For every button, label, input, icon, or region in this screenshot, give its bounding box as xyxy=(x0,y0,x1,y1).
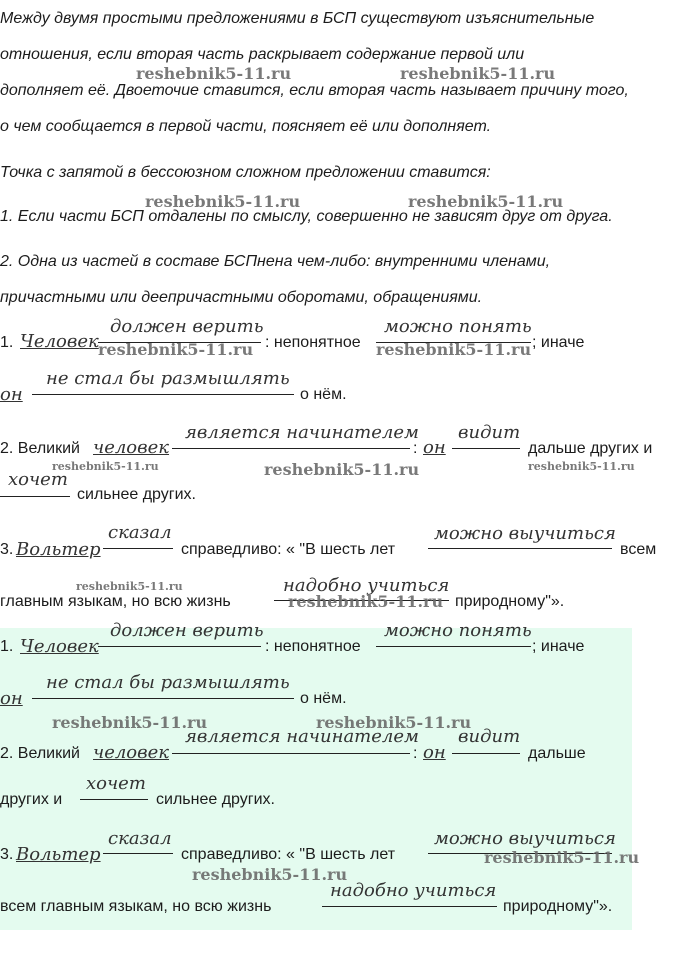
predicate-line xyxy=(32,394,294,395)
ex3-mid: справедливо: « "В шесть лет xyxy=(181,846,396,863)
ex2-predicate: является начинателем xyxy=(185,422,419,443)
ex2-colon: : xyxy=(413,440,418,457)
paragraph-line: Между двумя простыми предложениями в БСП существуют изъяснительные xyxy=(0,10,595,27)
ex1-mid: : непонятное xyxy=(265,334,361,351)
paragraph-line: Точка с запятой в бессоюзном сложном предложении ставится: xyxy=(0,164,491,181)
watermark: reshebnik5-11.ru xyxy=(136,64,292,83)
predicate-line xyxy=(452,753,520,754)
ex3-subject: Вольтер xyxy=(16,844,101,865)
ex3-predicate: сказал xyxy=(108,828,172,849)
predicate-line xyxy=(172,448,410,449)
ex1-subject: Человек xyxy=(20,636,99,657)
ex2-predicate2: видит xyxy=(458,726,521,747)
ex2-colon: : xyxy=(413,745,418,762)
ex1-predicate2: можно понять xyxy=(384,620,532,641)
paragraph-line: отношения, если вторая часть раскрывает содержание первой или xyxy=(0,46,525,63)
predicate-line xyxy=(103,853,173,854)
watermark: reshebnik5-11.ru xyxy=(52,460,159,473)
watermark: reshebnik5-11.ru xyxy=(400,64,556,83)
ex1-subject2: он xyxy=(0,384,23,405)
watermark: reshebnik5-11.ru xyxy=(98,340,254,359)
ex1-mid: : непонятное xyxy=(265,638,361,655)
ex2-subject2: он xyxy=(423,437,446,458)
paragraph-line: о чем сообщается в первой части, поясняет её или дополняет. xyxy=(0,118,492,135)
ex2-predicate3: хочет xyxy=(8,469,68,490)
predicate-line xyxy=(0,496,70,497)
paragraph-line: 1. Если части БСП отдалены по смыслу, совершенно не зависят друг от друга. xyxy=(0,208,613,225)
watermark: reshebnik5-11.ru xyxy=(52,713,208,732)
ex1-end: о нём. xyxy=(300,690,347,707)
ex1-predicate3: не стал бы размышлять xyxy=(46,368,290,389)
ex3-num: 3. xyxy=(0,846,14,863)
ex1-num: 1. xyxy=(0,638,14,655)
predicate-line xyxy=(322,906,497,907)
ex1-tail: ; иначе xyxy=(532,638,585,655)
ex2-tail-a: дальше xyxy=(528,745,586,762)
ex3-predicate2: можно выучиться xyxy=(434,523,616,544)
ex1-predicate: должен верить xyxy=(110,316,264,337)
ex3-predicate: сказал xyxy=(108,522,172,543)
ex2-tail-b: других и xyxy=(0,791,63,808)
paragraph-line: 2. Одна из частей в составе БСПнена чем-либо: внутренними членами, xyxy=(0,253,551,270)
watermark: reshebnik5-11.ru xyxy=(145,192,301,211)
ex1-subject2: он xyxy=(0,688,23,709)
ex2-predicate2: видит xyxy=(458,422,521,443)
ex3-end: природному"». xyxy=(455,593,565,610)
watermark: reshebnik5-11.ru xyxy=(408,192,564,211)
watermark: reshebnik5-11.ru xyxy=(528,460,635,473)
ex3-mid: справедливо: « "В шесть лет xyxy=(181,541,396,558)
watermark: reshebnik5-11.ru xyxy=(376,340,532,359)
predicate-line xyxy=(428,548,612,549)
ex1-tail: ; иначе xyxy=(532,334,585,351)
predicate-line xyxy=(376,646,531,647)
ex2-end: сильнее других. xyxy=(77,486,196,503)
ex1-predicate2: можно понять xyxy=(384,316,532,337)
ex1-num: 1. xyxy=(0,334,14,351)
watermark: reshebnik5-11.ru xyxy=(192,865,348,884)
ex3-tail: всем xyxy=(620,541,657,558)
ex3-predicate3: надобно учиться xyxy=(283,575,450,596)
ex3-subject: Вольтер xyxy=(16,539,101,560)
ex2-subject: человек xyxy=(93,742,170,763)
predicate-line xyxy=(80,799,148,800)
ex2-subject2: он xyxy=(423,742,446,763)
watermark: reshebnik5-11.ru xyxy=(264,460,420,479)
ex3-num: 3. xyxy=(0,541,14,558)
watermark: reshebnik5-11.ru xyxy=(288,592,444,611)
ex2-end: сильнее других. xyxy=(156,791,275,808)
ex1-subject: Человек xyxy=(20,331,99,352)
watermark: reshebnik5-11.ru xyxy=(484,848,640,867)
ex1-end: о нём. xyxy=(300,386,347,403)
ex3-line2: всем главным языкам, но всю жизнь xyxy=(0,898,272,915)
predicate-line xyxy=(32,698,294,699)
ex2-num: 2. Великий xyxy=(0,440,80,457)
predicate-line xyxy=(452,448,520,449)
predicate-line xyxy=(172,753,410,754)
ex2-predicate: является начинателем xyxy=(185,726,419,747)
ex2-predicate3: хочет xyxy=(86,773,146,794)
ex2-subject: человек xyxy=(93,437,170,458)
ex3-end: природному"». xyxy=(503,898,613,915)
watermark: reshebnik5-11.ru xyxy=(316,713,472,732)
ex2-tail: дальше других и xyxy=(528,440,653,457)
ex1-predicate3: не стал бы размышлять xyxy=(46,672,290,693)
predicate-line xyxy=(98,646,261,647)
ex1-predicate: должен верить xyxy=(110,620,264,641)
ex3-predicate3: надобно учиться xyxy=(330,880,497,901)
predicate-line xyxy=(103,548,173,549)
ex3-line2: главным языкам, но всю жизнь xyxy=(0,593,231,610)
paragraph-line: причастными или деепричастными оборотами, обращениями. xyxy=(0,289,483,306)
paragraph-line: дополняет её. Двоеточие ставится, если вторая часть называет причину того, xyxy=(0,82,629,99)
ex3-predicate2: можно выучиться xyxy=(434,828,616,849)
ex2-num: 2. Великий xyxy=(0,745,80,762)
watermark: reshebnik5-11.ru xyxy=(76,580,183,593)
